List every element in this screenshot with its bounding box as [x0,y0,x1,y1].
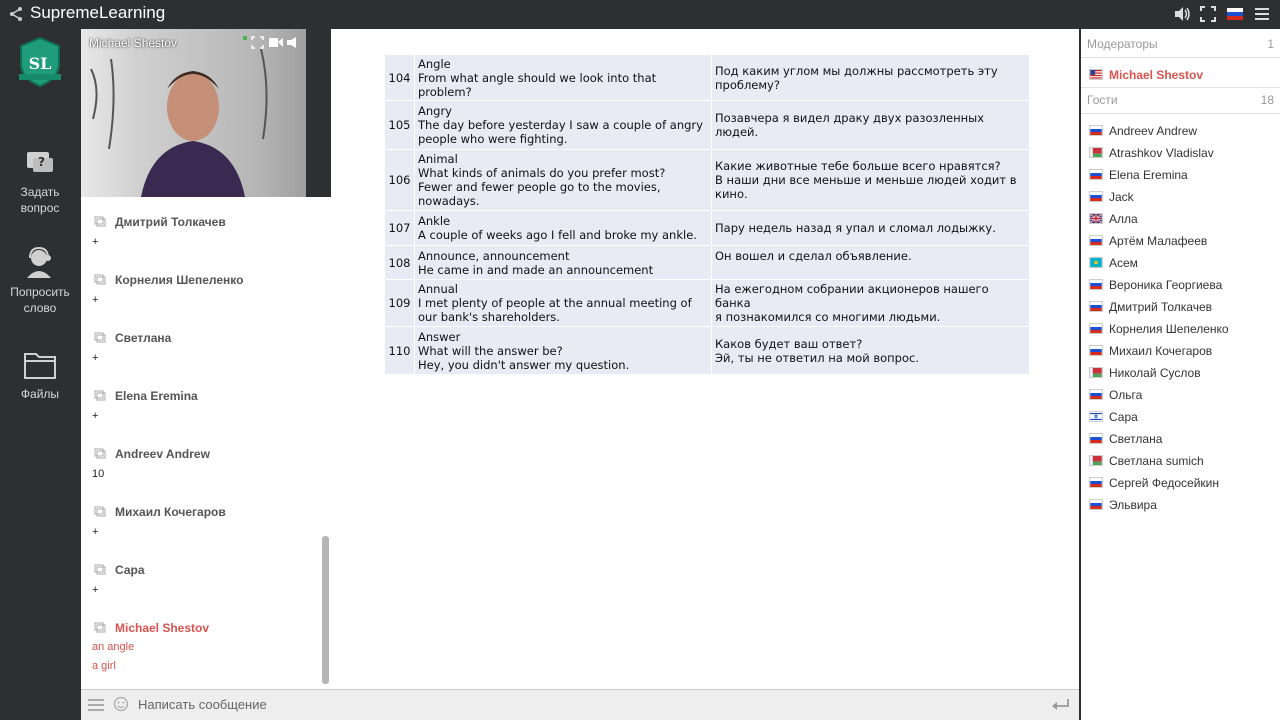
participant-name: Артём Малафеев [1109,234,1208,248]
row-number: 105 [385,101,415,150]
row-number: 106 [385,150,415,211]
share-icon[interactable] [8,6,24,22]
top-bar [0,0,1280,28]
row-number: 110 [385,327,415,375]
participant-name: Светлана sumich [1109,454,1204,468]
cell-line: я познакомился со многими людьми. [715,310,941,324]
menu-icon[interactable] [1253,5,1271,23]
participants-panel [1081,29,1280,720]
cell-line: problem? [418,84,472,99]
signal-icon [243,36,247,40]
russian-cell [712,327,1030,375]
table-row [385,211,1030,246]
camera-icon[interactable] [269,37,283,48]
participant-name: Сергей Федосейкин [1109,476,1220,490]
message-input-bar [81,689,1079,720]
russian-cell [712,211,1030,246]
folder-icon [23,348,57,382]
participant-name: Atrashkov Vladislav [1109,146,1214,160]
cell-line [715,263,1026,277]
participant-name: Алла [1109,212,1138,226]
fullscreen-icon[interactable] [1199,5,1217,23]
speaker-name: Michael Shestov [89,36,178,50]
chat-bubble-icon [94,274,106,286]
message-text: + [92,236,99,248]
cell-line: Annual [418,282,458,296]
volume-icon[interactable] [1173,5,1191,23]
table-row [385,246,1030,280]
ask-question-button[interactable] [0,146,80,216]
message-author: Светлана [115,331,172,345]
cell-line: What kinds of animals do you prefer most? [418,166,666,180]
message-author: Michael Shestov [115,621,210,635]
message-text: + [92,352,99,364]
headset-icon [23,246,57,280]
row-number: 109 [385,280,415,327]
moderators-header [1087,37,1274,51]
chat-scrollbar[interactable] [322,536,329,684]
message-input[interactable]: Написать сообщение [138,697,267,712]
cell-line: На ежегодном собрании акционеров нашего банка [715,282,989,310]
request-speak-button[interactable] [0,246,80,316]
chat-bubble-icon [94,216,106,228]
flag-ru-icon [1089,279,1103,290]
flag-by-icon [1089,147,1103,158]
russian-cell [712,280,1030,327]
flag-us-icon [1089,69,1103,80]
message-text: + [92,526,99,538]
english-cell [415,246,712,280]
logo-icon [17,36,63,88]
flag-ru-icon [1089,345,1103,356]
row-number: 108 [385,246,415,280]
cell-line: Hey, you didn't answer my question. [418,357,630,372]
question-bubble-icon [23,146,57,180]
russian-cell [712,101,1030,150]
participant-name: Jack [1109,190,1134,204]
participant-name: Ольга [1109,388,1143,402]
cell-line: Ankle [418,214,451,228]
flag-ru-icon [1089,235,1103,246]
table-row [385,101,1030,150]
participant-name: Корнелия Шепеленко [1109,322,1229,336]
flag-ru-icon [1089,125,1103,136]
message-text: an angle [92,641,135,653]
flag-ru-icon [1089,389,1103,400]
divider [1081,113,1280,114]
cell-line: Fewer and fewer people go to the movies, [418,180,661,194]
chat-bubble-icon [94,564,106,576]
cell-line: Под каким углом мы должны рассмотреть эту [715,63,998,78]
chat-bubble-icon [94,332,106,344]
divider [1081,87,1280,88]
participant-name: Михаил Кочегаров [1109,344,1213,358]
cell-line: Announce, announcement [418,248,570,263]
russian-cell [712,55,1030,101]
cell-line: кино. [715,187,748,201]
message-author: Дмитрий Толкачев [115,215,226,229]
emoji-icon[interactable] [113,696,129,712]
chat-bubble-icon [94,390,106,402]
participant-name: Elena Eremina [1109,168,1188,182]
participant-name: Дмитрий Толкачев [1109,300,1213,314]
flag-ru-icon [1089,191,1103,202]
participant-name: Сара [1109,410,1138,424]
enter-icon[interactable] [1051,698,1071,712]
chat-bubble-icon [94,448,106,460]
table-row [385,55,1030,101]
flag-ru-icon [1089,433,1103,444]
participant-name: Асем [1109,256,1138,270]
english-cell [415,101,712,150]
chat-bubble-icon [94,622,106,634]
cell-line: I met plenty of people at the annual meeting of [418,296,692,310]
svg-text:SL: SL [28,54,52,73]
cell-line: проблему? [715,77,780,92]
russian-cell [712,246,1030,280]
cell-line: Answer [418,329,461,344]
flag-by-icon [1089,455,1103,466]
cell-line: Он вошел и сделал объявление. [715,248,912,263]
flag-kz-icon [1089,257,1103,268]
svg-text:?: ? [38,155,45,169]
message-author: Михаил Кочегаров [115,505,226,519]
moderators-label: Модераторы [1087,37,1158,51]
guests-count: 18 [1260,93,1274,107]
cell-line: people who were fighting. [418,132,568,146]
message-text: 10 [92,468,105,480]
english-cell [415,280,712,327]
request-speak-label: Попросить слово [10,285,70,315]
message-text: + [92,294,99,306]
language-flag-icon[interactable] [1226,5,1244,23]
russian-cell [712,150,1030,211]
cell-line: Пару недель назад я упал и сломал лодыжку. [715,221,996,235]
left-nav [0,28,80,720]
chat-bubble-icon [94,506,106,518]
cell-line: What will the answer be? [418,343,563,358]
cell-line: The day before yesterday I saw a couple of angry [418,118,703,132]
vocabulary-table [384,54,1030,375]
row-number: 104 [385,55,415,101]
message-text: + [92,410,99,422]
guests-header [1087,93,1274,107]
cell-line: A couple of weeks ago I fell and broke my ankle. [418,228,697,242]
message-text: a girl [92,660,116,672]
flag-ru-icon [1089,323,1103,334]
table-row [385,327,1030,375]
cell-line: Какие животные тебе больше всего нравятся? [715,159,1001,173]
speaker-video [81,29,306,197]
cell-line: From what angle should we look into that [418,70,657,85]
cell-line: nowadays. [418,194,480,208]
files-label: Файлы [20,387,60,401]
english-cell [415,150,712,211]
table-row [385,280,1030,327]
participant-name: Вероника Георгиева [1109,278,1223,292]
message-author: Сара [115,563,145,577]
flag-ru-icon [1089,477,1103,488]
flag-by-icon [1089,367,1103,378]
moderators-count: 1 [1267,37,1274,51]
ask-question-label: Задать вопрос [20,185,60,215]
chat-panel [81,197,331,689]
cell-line: Animal [418,152,458,166]
flag-ru-icon [1089,301,1103,312]
flag-il-icon [1089,411,1103,422]
cell-line: Angry [418,104,452,118]
flag-gb-icon [1089,213,1103,224]
cell-line: Каков будет ваш ответ? [715,336,863,351]
participant-name: Николай Суслов [1109,366,1201,380]
message-text: + [92,584,99,596]
flag-ru-icon [1089,169,1103,180]
participant-name: Andreev Andrew [1109,124,1198,138]
cell-line: В наши дни все меньше и меньше людей ходит в [715,173,1017,187]
table-row [385,150,1030,211]
message-author: Andreev Andrew [115,447,210,461]
cell-line: Позавчера я видел драку двух разозленных людей. [715,111,985,139]
hamburger-icon[interactable] [88,698,104,712]
cell-line: He came in and made an announcement [418,262,654,277]
cell-line: Эй, ты не ответил на мой вопрос. [715,350,919,365]
cell-line: our bank's shareholders. [418,310,560,324]
english-cell [415,55,712,101]
cell-line: Angle [418,56,451,71]
participant-name: Эльвира [1109,498,1157,512]
expand-icon[interactable] [251,36,264,49]
app-title: SupremeLearning [30,3,166,22]
files-button[interactable] [0,348,80,402]
video-feed[interactable] [81,29,306,197]
message-author: Elena Eremina [115,389,198,403]
row-number: 107 [385,211,415,246]
guests-label: Гости [1087,93,1118,107]
message-author: Корнелия Шепеленко [115,273,244,287]
english-cell [415,211,712,246]
presentation-area [331,29,1079,689]
participant-name: Michael Shestov [1109,68,1204,82]
participant-name: Светлана [1109,432,1163,446]
divider [1081,57,1280,58]
flag-ru-icon [1089,499,1103,510]
speaker-mute-icon[interactable] [287,37,299,48]
english-cell [415,327,712,375]
